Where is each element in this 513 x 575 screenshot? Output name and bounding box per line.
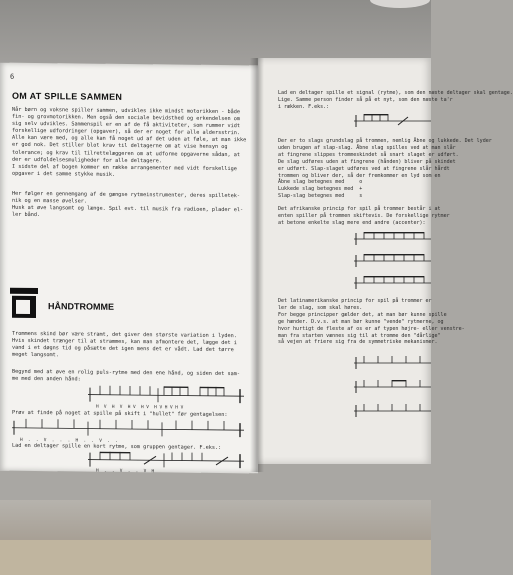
left-page	[0, 63, 258, 474]
section-paragraph: Trommens skind bør være stramt, det giver den største variation i lyden. Hvis skindet trænger til at strammes, kan man afmontere det, lægge det i vand i et døgns tid og påsætte det igen mens det er vådt. Lad det tørre meget langsomt.	[12, 330, 237, 359]
right-rhythm-staff-4	[354, 274, 431, 296]
right-rhythm-staff-6	[354, 378, 431, 400]
right-rhythm-staff-7	[354, 402, 431, 424]
hand-drum-icon	[10, 288, 38, 320]
right-rhythm-staff-1	[354, 112, 431, 134]
exercise-2-labels: H . . V . . . H . . V . .	[20, 437, 118, 444]
exercise-3-text: Lad en deltager spille en kort rytme, som gruppen gentager. F.eks.:	[12, 442, 222, 451]
right-paragraph-4: Det latinamerikanske princip for spil på trommer er ler de slag, som skal høres. For begge principper gælder det, at man bør kunne spille ge hænder. D.v.s. at man bør kunne "vende" rytmerne, og hvor hurtigt de fleste af os er af typen højre- eller venstre- man fra starten vænnes sig til at tromme den "dårlige" så vejen at friere sig fra de symmetriske mekanismer.	[278, 298, 465, 346]
intro-paragraph-2: Her følger en gennemgang af de gængse rytmeinstrumenter, deres spilletek- nik og en masse øvelser. Husk at øve langsomt og længe. Spil evt. til musik fra radioen, plader el- ler bånd.	[12, 190, 244, 219]
intro-paragraph: Når børn og voksne spiller sammen, udvikles ikke mindst motorikken - både fin- og grovmotorikken. Men også den sociale bevidsthed og erkendelsen om sig selv udvikles. Sammenspil er en af de få aktiviteter, som rummer vidt forskellige udfordringer (opgaver), så der er noget for alle aldersstrin. Alle kan være med, og alle kan få noget ud af det uden at føle, at man ikke er god nok. Det stiller blot krav til deltagerne om at vise hensyn og tolerance; og krav til tilrettelæggeren om at udforme opgaverne sådan, at der er udfoldelsesmuligheder for alle deltagere. I sidste del af bogen kommer en række arrangementer med vidt forskellige opgaver i det samme stykke musik.	[12, 106, 247, 178]
right-paragraph-1: Lad en deltager spille et signal (rytme), som den næste deltager skal gentage. Lige. Samme person finder så på et nyt, som den næste ta'r i rækken. F.eks.:	[278, 90, 513, 110]
right-rhythm-staff-5	[354, 354, 431, 376]
page-title: OM AT SPILLE SAMMEN	[12, 90, 123, 102]
book-spread	[0, 58, 513, 476]
exercise-1-text: Begynd med at øve en rolig puls-rytme med den ene hånd, og siden det sam- me med den anden hånd:	[12, 368, 240, 383]
section-title: HÅNDTROMME	[48, 301, 114, 312]
right-paragraph-3: Det afrikanske princip for spil på trommer består i at enten spiller på trommen skiftevis. De forskellige rytmer at betone enkelte slag mere end andre (accenter):	[278, 206, 450, 226]
book-gutter	[250, 58, 264, 472]
right-page	[258, 58, 513, 464]
desk-edge	[0, 540, 431, 575]
right-rhythm-staff-2	[354, 230, 431, 252]
page-number: 6	[10, 72, 15, 81]
exercise-1-labels: H V H V H V H V H V H V H V	[96, 404, 184, 411]
exercise-3-labels: H . . V . . V H	[96, 468, 155, 475]
right-paragraph-2: Der er to slags grundslag på trommen, nemlig Åbne og lukkede. Det lyder uden brugen af slap-slag. Åbne slag spilles ved at man slår at fingrene slippes trommeskindet så snart slaget er udført. De slag udføres uden at fingrene (hånden) bliver på skindet er udført. Slap-slaget udføres ved at fingrene slår hårdt trommen og bliver der, så der fremkommer en lyd som en Åbne slag betegnes med o Lukkede slag betegnes med + Slap-slag betegnes med s	[278, 138, 492, 200]
exercise-2-text: Prøv at finde på noget at spille på skift i "hullet" før gentagelsen:	[12, 409, 228, 419]
right-rhythm-staff-3	[354, 252, 431, 274]
